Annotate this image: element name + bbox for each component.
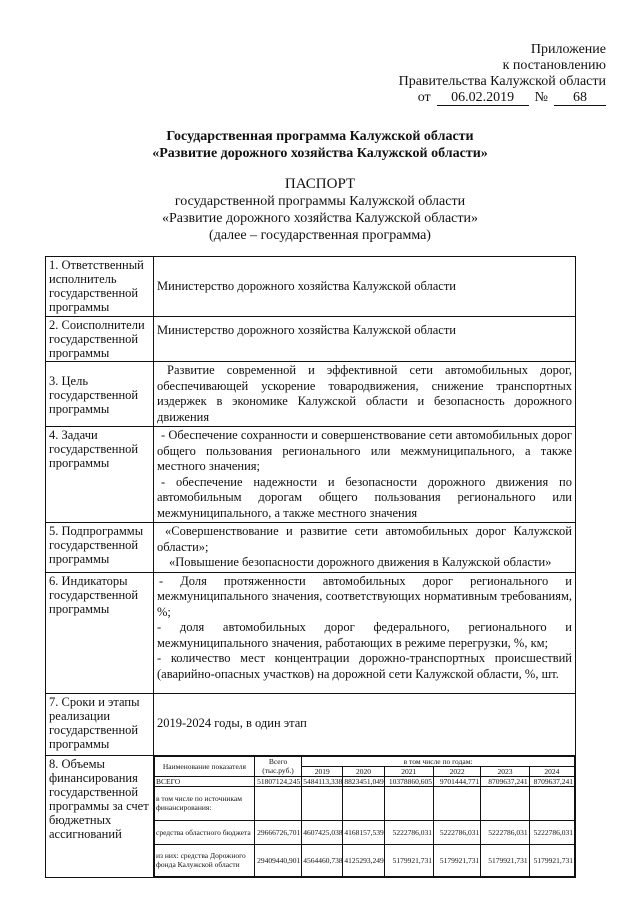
table-row	[46, 362, 576, 427]
passport-heading-block	[0, 176, 640, 244]
finance-value	[529, 786, 574, 820]
row-paragraph: «Совершенствование и развитие сети автомобильных дорог Калужской области»;	[157, 524, 572, 554]
finance-value: 8709637,241	[481, 776, 529, 786]
finance-value: 8823451,049	[344, 776, 384, 786]
finance-row-name: из них: средства Дорожного фонда Калужской области	[155, 844, 255, 876]
finance-value: 5484113,338	[303, 776, 343, 786]
finance-value: 4564460,738	[302, 844, 343, 876]
finance-row-total: 29666726,701	[254, 820, 301, 844]
row-label: 7. Сроки и этапы реализации государственной программы	[46, 693, 154, 755]
finance-value: 5222786,031	[529, 820, 574, 844]
row-paragraph: - доля автомобильных дорог федерального, регионального и межмуниципального значения, работающих в режиме перегрузки, %, км;	[157, 620, 572, 650]
year-header: 2024	[529, 766, 574, 776]
finance-row	[155, 820, 575, 844]
row-paragraph: - Доля протяженности автомобильных дорог регионального и межмуниципального значения, соответствующих нормативным требованиям, %;	[157, 573, 572, 619]
row-paragraph: Развитие современной и эффективной сети автомобильных дорог, обеспечивающей ускорение товародвижения, снижение транспортных издержек в экономике Калужской области и безопасность дорожного движения	[157, 363, 572, 424]
finance-value: 5179921,731	[384, 844, 433, 876]
table-row	[46, 257, 576, 317]
order-date: 06.02.2019	[437, 91, 529, 106]
finance-value	[433, 786, 480, 820]
finance-row	[155, 844, 575, 876]
year-header: 2020	[343, 766, 384, 776]
row-paragraph: - Обеспечение сохранности и совершенствование сети автомобильных дорог общего пользования регионального или межмуниципального, а также местного значения;	[157, 428, 572, 473]
table-row	[46, 755, 576, 877]
finance-row	[155, 786, 575, 820]
row-value: Министерство дорожного хозяйства Калужской области	[154, 257, 576, 317]
finance-header-total: Всего (тыс.руб.)	[254, 756, 301, 776]
annex-line-3: Правительства Калужской области	[398, 74, 606, 89]
row-label: 1. Ответственный исполнитель государственной программы	[46, 257, 154, 317]
row-label: 8. Объемы финансирования государственной программы за счет бюджетных ассигнований	[46, 755, 154, 877]
finance-value	[384, 786, 433, 820]
finance-row	[155, 776, 575, 786]
year-header: 2021	[384, 766, 433, 776]
finance-value: 5222786,031	[433, 820, 480, 844]
finance-value: 4607425,038	[302, 820, 343, 844]
from-label: от	[417, 90, 431, 105]
finance-row-total	[254, 786, 301, 820]
finance-value	[343, 786, 384, 820]
row-value	[154, 572, 576, 693]
table-row	[46, 317, 576, 362]
program-title-line-2: «Развитие дорожного хозяйства Калужской области»	[152, 146, 488, 161]
finance-row-total: 29409440,901	[254, 844, 301, 876]
finance-header-name: Наименование показателя	[155, 756, 255, 776]
year-header: 2023	[481, 766, 529, 776]
finance-value: 5179921,731	[481, 844, 529, 876]
row-label: 3. Цель государственной программы	[46, 362, 154, 427]
row-label: 6. Индикаторы государственной программы	[46, 572, 154, 693]
row-label: 5. Подпрограммы государственной программы	[46, 523, 154, 573]
annex-block	[399, 42, 606, 106]
order-line	[399, 90, 606, 106]
finance-header-years: в том числе по годам:	[302, 756, 575, 766]
finance-value: 8709637,241	[529, 776, 574, 786]
finance-row-name: средства областного бюджета	[155, 820, 255, 844]
finance-header-row	[155, 756, 575, 766]
passport-heading: ПАСПОРТ	[284, 176, 356, 192]
row-paragraph: - обеспечение надежности и безопасности дорожного движения по автомобильным дорогам общего пользования регионального или межмуниципального, а также местного значения	[157, 474, 572, 520]
annex-line-1: Приложение	[530, 42, 606, 57]
passport-line-1: государственной программы Калужской области	[174, 194, 466, 209]
row-value	[154, 427, 576, 523]
year-header: 2019	[302, 766, 343, 776]
row-value: Министерство дорожного хозяйства Калужской области	[154, 317, 576, 362]
passport-line-2: «Развитие дорожного хозяйства Калужской области»	[162, 211, 478, 226]
row-value	[154, 362, 576, 427]
row-label: 4. Задачи государственной программы	[46, 427, 154, 523]
finance-value: 5222786,031	[384, 820, 433, 844]
finance-value: 10378860,605	[384, 776, 433, 786]
row-paragraph: - количество мест концентрации дорожно-транспортных происшествий (аварийно-опасных участков) на дорожной сети Калужской области, %, шт.	[157, 651, 572, 681]
program-title-line-1: Государственная программа Калужской области	[166, 129, 474, 144]
year-header: 2022	[433, 766, 480, 776]
finance-value: 4125293,249	[343, 844, 384, 876]
annex-line-2: к постановлению	[502, 58, 606, 73]
finance-value: 5179921,731	[433, 844, 480, 876]
finance-row-name: в том числе по источникам финансирования:	[155, 786, 255, 820]
finance-cell	[154, 755, 576, 877]
table-row	[46, 572, 576, 693]
finance-row-total: 51807124,245	[254, 776, 301, 786]
finance-value	[302, 786, 343, 820]
finance-value: 5179921,731	[529, 844, 574, 876]
finance-value: 9701444,771	[433, 776, 480, 786]
finance-value: 4168157,539	[343, 820, 384, 844]
table-row	[46, 427, 576, 523]
table-row	[46, 693, 576, 755]
program-title	[0, 128, 640, 162]
finance-row-name: ВСЕГО	[155, 776, 255, 786]
row-paragraph: «Повышение безопасности дорожного движения в Калужской области»	[169, 555, 552, 569]
row-value	[154, 523, 576, 573]
finance-value: 5222786,031	[481, 820, 529, 844]
number-sign: №	[534, 90, 548, 105]
table-row	[46, 523, 576, 573]
row-value: 2019-2024 годы, в один этап	[154, 693, 576, 755]
passport-table	[45, 256, 576, 878]
row-label: 2. Соисполнители государственной программы	[46, 317, 154, 362]
finance-table	[154, 756, 575, 877]
finance-value	[481, 786, 529, 820]
order-number: 68	[554, 91, 606, 106]
passport-line-3: (далее – государственная программа)	[209, 228, 431, 243]
